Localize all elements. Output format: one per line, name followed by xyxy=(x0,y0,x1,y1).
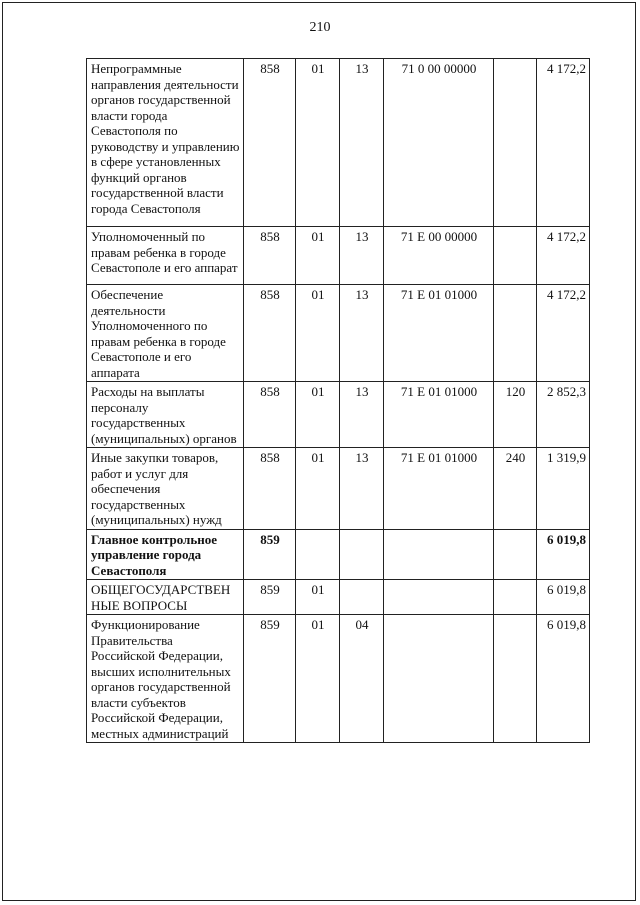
subsection-code-cell: 13 xyxy=(340,285,384,382)
row-name-cell: Иные закупки товаров, работ и услуг для обеспечения государственных (муниципальных) нужд xyxy=(87,448,244,530)
table-row xyxy=(87,59,590,227)
expense-type-cell xyxy=(494,59,537,227)
ved-code-cell: 858 xyxy=(244,285,296,382)
expense-type-cell xyxy=(494,529,537,580)
target-article-cell: 71 Е 00 00000 xyxy=(384,227,494,285)
section-code-cell: 01 xyxy=(296,59,340,227)
row-name-cell: Главное контрольное управление города Севастополя xyxy=(87,529,244,580)
section-code-cell: 01 xyxy=(296,448,340,530)
ved-code-cell: 859 xyxy=(244,529,296,580)
expense-type-cell: 120 xyxy=(494,382,537,448)
amount-cell: 1 319,9 xyxy=(537,448,590,530)
row-name-cell: ОБЩЕГОСУДАРСТВЕН НЫЕ ВОПРОСЫ xyxy=(87,580,244,615)
section-code-cell: 01 xyxy=(296,382,340,448)
row-name-cell: Уполномоченный по правам ребенка в городе Севастополе и его аппарат xyxy=(87,227,244,285)
table-row xyxy=(87,580,590,615)
section-code-cell xyxy=(296,529,340,580)
expense-type-cell xyxy=(494,285,537,382)
target-article-cell xyxy=(384,615,494,743)
ved-code-cell: 858 xyxy=(244,227,296,285)
section-code-cell: 01 xyxy=(296,227,340,285)
target-article-cell xyxy=(384,529,494,580)
table-row xyxy=(87,285,590,382)
amount-cell: 4 172,2 xyxy=(537,227,590,285)
table-row xyxy=(87,448,590,530)
subsection-code-cell: 13 xyxy=(340,59,384,227)
section-code-cell: 01 xyxy=(296,615,340,743)
row-name-cell: Расходы на выплаты персоналу государственных (муниципальных) органов xyxy=(87,382,244,448)
table-row xyxy=(87,382,590,448)
subsection-code-cell: 13 xyxy=(340,227,384,285)
section-code-cell: 01 xyxy=(296,285,340,382)
amount-cell: 4 172,2 xyxy=(537,59,590,227)
amount-cell: 6 019,8 xyxy=(537,615,590,743)
ved-code-cell: 859 xyxy=(244,615,296,743)
target-article-cell: 71 Е 01 01000 xyxy=(384,285,494,382)
subsection-code-cell: 13 xyxy=(340,448,384,530)
subsection-code-cell xyxy=(340,529,384,580)
target-article-cell: 71 Е 01 01000 xyxy=(384,448,494,530)
ved-code-cell: 858 xyxy=(244,382,296,448)
target-article-cell: 71 0 00 00000 xyxy=(384,59,494,227)
amount-cell: 2 852,3 xyxy=(537,382,590,448)
row-name-cell: Функционирование Правительства Российской Федерации, высших исполнительных органов государственной власти субъектов Российской Федерации, местных администраций xyxy=(87,615,244,743)
subsection-code-cell xyxy=(340,580,384,615)
amount-cell: 6 019,8 xyxy=(537,529,590,580)
ved-code-cell: 858 xyxy=(244,59,296,227)
subsection-code-cell: 13 xyxy=(340,382,384,448)
target-article-cell: 71 Е 01 01000 xyxy=(384,382,494,448)
expense-type-cell xyxy=(494,227,537,285)
page-number: 210 xyxy=(309,20,331,35)
row-name-cell: Обеспечение деятельности Уполномоченного по правам ребенка в городе Севастополе и его аппарата xyxy=(87,285,244,382)
row-name-cell: Непрограммные направления деятельности органов государственной власти города Севастополя по руководству и управлению в сфере установленных функций органов государственной власти города Севастополя xyxy=(87,59,244,227)
amount-cell: 4 172,2 xyxy=(537,285,590,382)
table-row xyxy=(87,227,590,285)
ved-code-cell: 859 xyxy=(244,580,296,615)
table-row xyxy=(87,529,590,580)
amount-cell: 6 019,8 xyxy=(537,580,590,615)
section-code-cell: 01 xyxy=(296,580,340,615)
expense-type-cell xyxy=(494,615,537,743)
target-article-cell xyxy=(384,580,494,615)
subsection-code-cell: 04 xyxy=(340,615,384,743)
budget-table xyxy=(86,58,590,743)
expense-type-cell xyxy=(494,580,537,615)
ved-code-cell: 858 xyxy=(244,448,296,530)
expense-type-cell: 240 xyxy=(494,448,537,530)
table-row xyxy=(87,615,590,743)
